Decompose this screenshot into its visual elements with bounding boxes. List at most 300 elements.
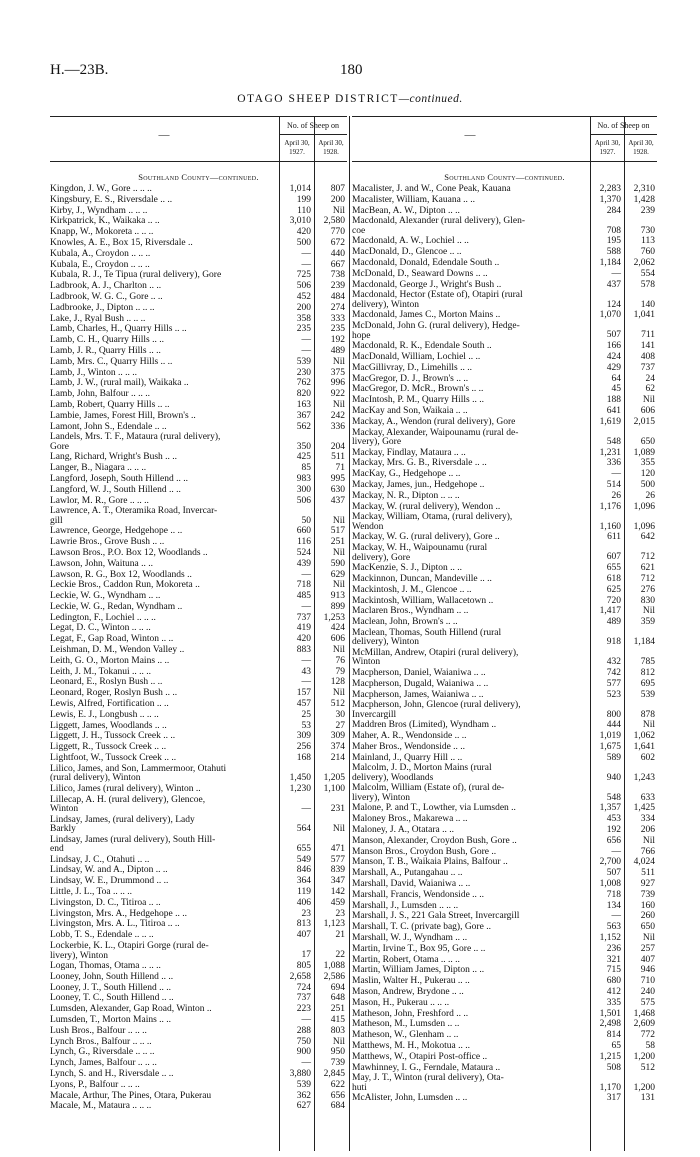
holder-name-address: Mackay, W. (rural delivery), Wendon .. [352, 501, 501, 512]
table-row [50, 1037, 347, 1048]
holder-name-address: Landels, Mrs. T. F., Mataura (rural delivery), Gore [50, 432, 221, 452]
holder-name-address: Lamb, J. R., Quarry Hills .. .. [50, 345, 161, 356]
table-row [352, 933, 657, 944]
table-row [50, 795, 347, 815]
sheep-count-1927: 65 [611, 1041, 621, 1052]
sheep-count-1928: 1,096 [633, 501, 655, 512]
table-row [352, 890, 657, 901]
table-row [50, 206, 347, 217]
holder-name-address: Legat, F., Gap Road, Winton .. .. [50, 634, 174, 645]
holder-name-address: Matheson, W., Glenham .. .. [352, 1030, 459, 1041]
sheep-count-1928: 517 [330, 526, 345, 537]
holder-name-address: Lindsay, James (rural delivery), South Hill- end [50, 834, 216, 855]
table-row [50, 930, 347, 941]
table-row [352, 596, 657, 607]
table-row [352, 814, 657, 825]
sheep-count-1928: 650 [640, 436, 655, 447]
table-row [50, 346, 347, 357]
table-row [50, 389, 347, 400]
table-row [352, 731, 657, 742]
sheep-count-1927: 367 [296, 410, 311, 421]
table-row [352, 803, 657, 814]
sheep-count-1927: 424 [606, 351, 621, 362]
holder-name-address: Lynch, G., Riversdale .. .. .. [50, 1047, 155, 1058]
sheep-count-1928: 334 [640, 814, 655, 825]
sheep-count-1928: 711 [641, 330, 655, 341]
sheep-count-1927: 548 [606, 792, 621, 803]
sheep-count-1928: 1,200 [633, 1051, 655, 1062]
sheep-count-1927: — [301, 677, 311, 688]
column-rule [349, 116, 350, 1151]
holder-name-address: Livingston, Mrs. A., Hedgehope .. .. [50, 908, 187, 919]
table-row [50, 249, 347, 260]
sheep-count-1928: 511 [641, 868, 655, 879]
table-row [352, 417, 657, 428]
sheep-count-1928: 539 [640, 689, 655, 700]
table-row [50, 602, 347, 613]
sheep-count-1928: 30 [335, 709, 345, 720]
sheep-count-1928: 770 [330, 227, 345, 238]
sheep-count-1928: 648 [330, 993, 345, 1004]
table-row [352, 480, 657, 491]
holder-name-address: Liggett, J. H., Tussock Creek .. .. [50, 731, 176, 742]
sheep-count-1927: 195 [606, 236, 621, 247]
holder-name-address: Lamb, Robert, Quarry Hills .. .. [50, 399, 170, 410]
sheep-count-1928: 239 [330, 281, 345, 292]
sheep-count-1928: Nil [642, 606, 655, 617]
sheep-count-1927: 317 [606, 1093, 621, 1104]
sheep-count-1928: 437 [330, 495, 345, 506]
sheep-count-1928: 739 [330, 1058, 345, 1069]
holder-name-address: Maslin, Walter H., Pukerau .. .. [352, 976, 470, 987]
holder-name-address: Mawhinney, I. G., Ferndale, Mataura .. [352, 1062, 501, 1073]
table-row [50, 411, 347, 422]
sheep-count-1927: 627 [296, 1101, 311, 1112]
sheep-count-1928: 251 [330, 537, 345, 548]
holder-name-address: Leith, G. O., Morton Mains .. .. [50, 655, 170, 666]
table-row [352, 395, 657, 406]
sheep-count-1927: 548 [606, 436, 621, 447]
table-row [50, 634, 347, 645]
sheep-count-1928: 1,100 [323, 783, 345, 794]
table-row [50, 270, 347, 281]
sheep-count-1928: 333 [330, 313, 345, 324]
holder-name-address: Langford, W. J., South Hillend .. .. [50, 484, 181, 495]
sheep-count-1927: 641 [606, 405, 621, 416]
table-row [352, 1063, 657, 1074]
sheep-count-1928: 656 [330, 1090, 345, 1101]
sheep-count-1928: 459 [330, 897, 345, 908]
sheep-count-1928: 131 [640, 1093, 655, 1104]
sheep-count-1927: 453 [606, 814, 621, 825]
sheep-count-1928: 1,200 [633, 1082, 655, 1093]
table-row [50, 281, 347, 292]
sheep-count-1928: 878 [640, 709, 655, 720]
sheep-count-1927: 846 [296, 865, 311, 876]
holder-name-address: Leith, J. M., Tokanui .. .. .. [50, 666, 152, 677]
sheep-count-1927: 506 [296, 495, 311, 506]
sheep-count-1928: Nil [332, 547, 345, 558]
sheep-count-1928: 927 [640, 879, 655, 890]
table-row [50, 731, 347, 742]
holder-name-address: Lawrence, George, Hedgehope .. .. [50, 526, 183, 537]
table-row [50, 485, 347, 496]
table-row [352, 998, 657, 1009]
year-1928-header: April 30, 1928. [314, 134, 347, 161]
sheep-count-1928: 922 [330, 389, 345, 400]
sheep-count-1928: Nil [332, 205, 345, 216]
table-row [50, 216, 347, 227]
sheep-count-1927: 1,230 [289, 783, 311, 794]
holder-name-address: Lumsden, T., Morton Mains .. .. [50, 1015, 172, 1025]
holder-name-address: MacKay and Son, Waikaia .. .. [352, 405, 468, 416]
sheep-count-1928: Nil [642, 395, 655, 406]
holder-name-address: Ladbrooke, J., Dipton .. .. .. [50, 302, 155, 313]
holder-name-address: Marshall, Francis, Wendonside .. .. [352, 889, 485, 900]
sheep-count-1927: 26 [611, 490, 621, 501]
sheep-count-1927: 618 [606, 573, 621, 584]
sheep-count-1928: 899 [330, 601, 345, 612]
holder-name-address: McDonald, D., Seaward Downs .. .. [352, 268, 488, 279]
title-suffix: —continued. [398, 93, 463, 105]
year-1927-header: April 30, 1927. [590, 134, 624, 161]
sheep-count-1927: 50 [301, 515, 311, 526]
holder-name-address: Malcolm, J. D., Morton Mains (rural delivery), Woodlands [352, 763, 492, 783]
holder-name-address: Maher, A. R., Wendonside .. .. [352, 731, 467, 742]
holder-name-address: MacIntosh, P. M., Quarry Hills .. .. [352, 395, 484, 406]
holder-name-address: Mainland, J., Quarry Hill .. .. [352, 752, 463, 763]
holder-name-address: Mackay, W. G. (rural delivery), Gore .. [352, 532, 500, 543]
sheep-count-1928: 772 [640, 1030, 655, 1041]
sheep-count-1927: 364 [296, 876, 311, 887]
holder-name-address: MacDonald, William, Lochiel .. .. [352, 351, 481, 362]
sheep-count-1927: 563 [606, 922, 621, 933]
table-row [50, 260, 347, 271]
sheep-count-1928: 766 [640, 846, 655, 857]
holder-name-address: McMillan, Andrew, Otapiri (rural delivery), Winton [352, 647, 519, 668]
sheep-count-1927: — [301, 803, 311, 814]
sheep-count-1928: 554 [640, 268, 655, 279]
holder-name-address: Macpherson, Dugald, Waianiwa .. .. [352, 678, 489, 689]
sheep-count-1927: 235 [296, 324, 311, 335]
table-row [50, 909, 347, 920]
holder-name-address: Kirby, J., Wyndham .. .. .. [50, 205, 148, 216]
holder-name-address: Lamont, John S., Edendale .. .. [50, 421, 167, 432]
table-row [50, 764, 347, 784]
table-row [352, 310, 657, 321]
table-row [50, 898, 347, 909]
table-row [352, 753, 657, 764]
sheep-count-1928: 76 [335, 655, 345, 666]
holder-name-address: Logan, Thomas, Otama .. .. .. [50, 961, 161, 972]
table-row [352, 987, 657, 998]
sheep-count-1927: 124 [606, 299, 621, 310]
holder-name-address: Lillecap, A. H. (rural delivery), Glencoe, Winton [50, 794, 206, 815]
holder-name-address: Macdonald, George J., Wright's Bush .. [352, 279, 502, 290]
table-row [352, 1030, 657, 1041]
table-row [50, 688, 347, 699]
table-row [352, 1073, 657, 1093]
sheep-count-1928: 1,641 [633, 741, 655, 752]
sheep-count-1927: — [301, 655, 311, 666]
sheep-count-1927: 1,152 [599, 933, 621, 944]
sheep-count-1928: 206 [640, 825, 655, 836]
sheep-count-1927: 166 [606, 341, 621, 352]
holder-name-address: May, J. T., Winton (rural delivery), Ota- huti [352, 1073, 504, 1093]
sheep-count-1927: 350 [296, 441, 311, 452]
table-row [50, 815, 347, 835]
sheep-count-1928: Nil [642, 720, 655, 731]
table-row [50, 1091, 347, 1102]
holder-name-address: Looney, John, South Hillend .. .. [50, 971, 174, 982]
sheep-count-1927: 1,417 [599, 606, 621, 617]
sheep-count-1928: 240 [640, 987, 655, 998]
sheep-count-1927: — [611, 911, 621, 922]
holder-name-address: Lynch, S. and H., Riversdale .. .. [50, 1068, 174, 1079]
sheep-count-1928: 1,096 [633, 521, 655, 532]
holder-name-address: Ladbrook, W. G. C., Gore .. .. [50, 291, 163, 302]
sheep-count-1927: 1,176 [599, 501, 621, 512]
sheep-count-1927: 407 [296, 930, 311, 941]
sheep-count-1927: 611 [607, 532, 621, 543]
sheep-count-1928: 336 [330, 421, 345, 432]
sheep-count-1927: 742 [606, 667, 621, 678]
sheep-count-1927: 200 [296, 302, 311, 313]
sheep-count-1927: 188 [606, 395, 621, 406]
table-row [352, 195, 657, 206]
sheep-count-1927: 163 [296, 399, 311, 410]
sheep-count-1927: 1,370 [599, 194, 621, 205]
sheep-count-1928: 276 [640, 584, 655, 595]
sheep-count-1927: 1,231 [599, 447, 621, 458]
sheep-count-1927: 660 [296, 526, 311, 537]
sheep-count-1927: 2,658 [289, 971, 311, 982]
holder-name-address: Macdonald, James C., Morton Mains .. [352, 310, 501, 321]
table-row [352, 321, 657, 341]
sheep-count-1927: 715 [606, 965, 621, 976]
sheep-count-header: No. of Sheep on [597, 121, 650, 130]
sheep-count-1927: 655 [296, 843, 311, 854]
holder-name-address: MacGregor, D. J., Brown's .. .. [352, 373, 469, 384]
table-row [352, 847, 657, 858]
holder-name-address: Matheson, M., Lumsden .. .. [352, 1019, 460, 1030]
sheep-count-1928: 803 [330, 1025, 345, 1036]
holder-name-address: Langford, Joseph, South Hillend .. .. [50, 473, 189, 484]
table-row [50, 613, 347, 624]
column-rule [314, 116, 315, 1151]
holder-name-address: Macale, Arthur, The Pines, Otara, Pukerau [50, 1090, 212, 1101]
holder-name-address: Lynch, James, Balfour .. .. .. [50, 1058, 157, 1069]
holder-name-address: Lang, Richard, Wright's Bush .. .. [50, 452, 178, 463]
table-row [352, 606, 657, 617]
table-row [352, 825, 657, 836]
sheep-count-1927: 750 [296, 1036, 311, 1047]
holder-name-address: Macalister, J. and W., Cone Peak, Kauana [352, 184, 511, 194]
sheep-count-1927: 452 [296, 291, 311, 302]
holder-name-address: Marshall, W. J., Wyndham .. .. [352, 933, 468, 944]
holder-name-address: Lindsay, W. E., Drummond .. .. [50, 876, 169, 887]
table-row [50, 526, 347, 537]
sheep-count-1928: 2,609 [633, 1019, 655, 1030]
sheep-count-1927: — [301, 259, 311, 270]
sheep-count-1928: 142 [330, 887, 345, 898]
sheep-count-1927: 725 [296, 270, 311, 281]
sheep-count-1927: 720 [606, 595, 621, 606]
sheep-count-1928: 128 [330, 677, 345, 688]
table-row [352, 258, 657, 269]
sheep-count-1927: 420 [296, 227, 311, 238]
holder-name-address: Manson Bros., Croydon Bush, Gore .. [352, 846, 497, 857]
table-row [352, 236, 657, 247]
holder-name-address: Mason, H., Pukerau .. .. .. [352, 997, 450, 1008]
sheep-count-1928: 622 [330, 1079, 345, 1090]
holder-name-address: Leonard, Roger, Roslyn Bush .. .. [50, 688, 178, 699]
table-row [50, 314, 347, 325]
sheep-count-1927: 439 [296, 558, 311, 569]
sheep-count-1927: 589 [606, 752, 621, 763]
holder-name-address: Kubala, E., Croydon .. .. .. [50, 259, 150, 270]
sheep-count-1928: 141 [640, 341, 655, 352]
sheep-count-1928: 26 [645, 490, 655, 501]
column-rule [279, 116, 280, 1151]
table-row [352, 1009, 657, 1020]
holder-name-address: McAlister, John, Lumsden .. .. [352, 1093, 468, 1104]
holder-name-address: Liggett, R., Tussock Creek .. .. [50, 742, 167, 753]
table-row [352, 700, 657, 720]
sheep-count-1927: 680 [606, 976, 621, 987]
sheep-count-1928: 120 [640, 469, 655, 480]
sheep-count-1928: 471 [330, 843, 345, 854]
right-table-header [352, 116, 657, 162]
table-row [50, 784, 347, 795]
table-row [352, 532, 657, 543]
sheep-count-1928: Nil [332, 515, 345, 526]
holder-name-address: Matthews, W., Otapiri Post-office .. [352, 1051, 488, 1062]
holder-name-address: Maloney Bros., Makarewa .. .. [352, 814, 468, 825]
sheep-count-1927: 362 [296, 1090, 311, 1101]
table-row [352, 868, 657, 879]
holder-name-address: Leckie, W. G., Redan, Wyndham .. [50, 601, 183, 612]
table-row [50, 835, 347, 855]
sheep-count-1928: 58 [645, 1041, 655, 1052]
holder-name-address: Kingsbury, E. S., Riversdale .. .. [50, 194, 173, 205]
sheep-count-1928: 760 [640, 247, 655, 258]
holder-name-address: Lambie, James, Forest Hill, Brown's .. [50, 410, 196, 421]
table-row [352, 922, 657, 933]
column-rule [624, 116, 625, 1151]
sheep-count-1928: 257 [640, 943, 655, 954]
table-row [352, 458, 657, 469]
right-table [352, 116, 657, 1104]
holder-name-address: MacKenzie, S. J., Dipton .. .. [352, 563, 463, 574]
county-heading: Southland County—continued. [444, 172, 565, 182]
table-row [50, 303, 347, 314]
table-row [352, 543, 657, 563]
table-row [50, 506, 347, 526]
sheep-count-1927: 284 [606, 205, 621, 216]
county-heading: Southland County—continued. [138, 172, 259, 182]
sheep-count-1928: 160 [640, 900, 655, 911]
sheep-count-1928: 1,184 [633, 637, 655, 648]
sheep-count-1927: 23 [301, 908, 311, 919]
holder-name-address: Mason, Andrew, Brydone .. .. [352, 987, 464, 998]
sheep-count-1927: 523 [606, 689, 621, 700]
table-row [352, 690, 657, 701]
sheep-count-1928: 2,062 [633, 257, 655, 268]
sheep-count-1927: 820 [296, 389, 311, 400]
table-row [50, 292, 347, 303]
sheep-count-1928: 672 [330, 237, 345, 248]
sheep-count-1928: 996 [330, 378, 345, 389]
holder-name-address: Mackay, N. R., Dipton .. .. .. [352, 490, 460, 501]
sheep-count-1928: 27 [335, 720, 345, 731]
table-row [50, 591, 347, 602]
sheep-count-1927: 1,215 [599, 1051, 621, 1062]
sheep-count-1928: 2,586 [323, 971, 345, 982]
table-row [50, 656, 347, 667]
table-row [50, 876, 347, 887]
sheep-count-1927: 336 [606, 458, 621, 469]
left-rows [50, 184, 347, 1112]
sheep-count-1927: 588 [606, 247, 621, 258]
table-row [352, 363, 657, 374]
holder-name-address: Leonard, E., Roslyn Bush .. .. [50, 677, 163, 688]
sheep-count-1927: 444 [606, 720, 621, 731]
page-title [0, 93, 700, 105]
table-row [50, 335, 347, 346]
sheep-count-1927: 549 [296, 854, 311, 865]
sheep-count-1927: 883 [296, 645, 311, 656]
sheep-count-1928: 712 [640, 552, 655, 563]
sheep-count-1928: 4,024 [633, 857, 655, 868]
sheep-count-1927: 425 [296, 452, 311, 463]
table-row [352, 965, 657, 976]
sheep-count-1927: 110 [297, 205, 311, 216]
table-row [50, 548, 347, 559]
sheep-count-1927: 300 [296, 484, 311, 495]
sheep-count-1927: 1,019 [599, 731, 621, 742]
holder-name-address: Manson, Alexander, Croydon Bush, Gore .. [352, 835, 517, 846]
table-row [352, 763, 657, 783]
sheep-count-1927: 406 [296, 897, 311, 908]
sheep-count-1927: 800 [606, 709, 621, 720]
holder-name-address: Maddren Bros (Limited), Wyndham .. [352, 720, 497, 731]
sheep-count-1928: 1,062 [633, 731, 655, 742]
sheep-count-1928: 785 [640, 657, 655, 668]
table-row [50, 559, 347, 570]
table-row [352, 742, 657, 753]
holder-name-address: Macpherson, Daniel, Waianiwa .. .. [352, 667, 486, 678]
sheep-count-1927: 524 [296, 547, 311, 558]
sheep-count-1927: 514 [606, 479, 621, 490]
sheep-count-1928: 79 [335, 666, 345, 677]
table-row [352, 384, 657, 395]
sheep-count-1928: 839 [330, 865, 345, 876]
sheep-count-1927: 119 [297, 887, 311, 898]
sheep-count-1928: 484 [330, 291, 345, 302]
sheep-count-1928: Nil [332, 580, 345, 591]
table-row [352, 836, 657, 847]
sheep-count-1928: 1,088 [323, 961, 345, 972]
holder-name-address: Kingdon, J. W., Gore .. .. .. [50, 184, 152, 194]
table-row [352, 1093, 657, 1104]
holder-name-address: Lumsden, Alexander, Gap Road, Winton .. [50, 1004, 212, 1015]
sheep-count-1928: 192 [330, 335, 345, 346]
sheep-count-1928: 359 [640, 617, 655, 628]
sheep-count-1928: Nil [332, 1036, 345, 1047]
sheep-count-1927: 577 [606, 678, 621, 689]
table-row [50, 742, 347, 753]
